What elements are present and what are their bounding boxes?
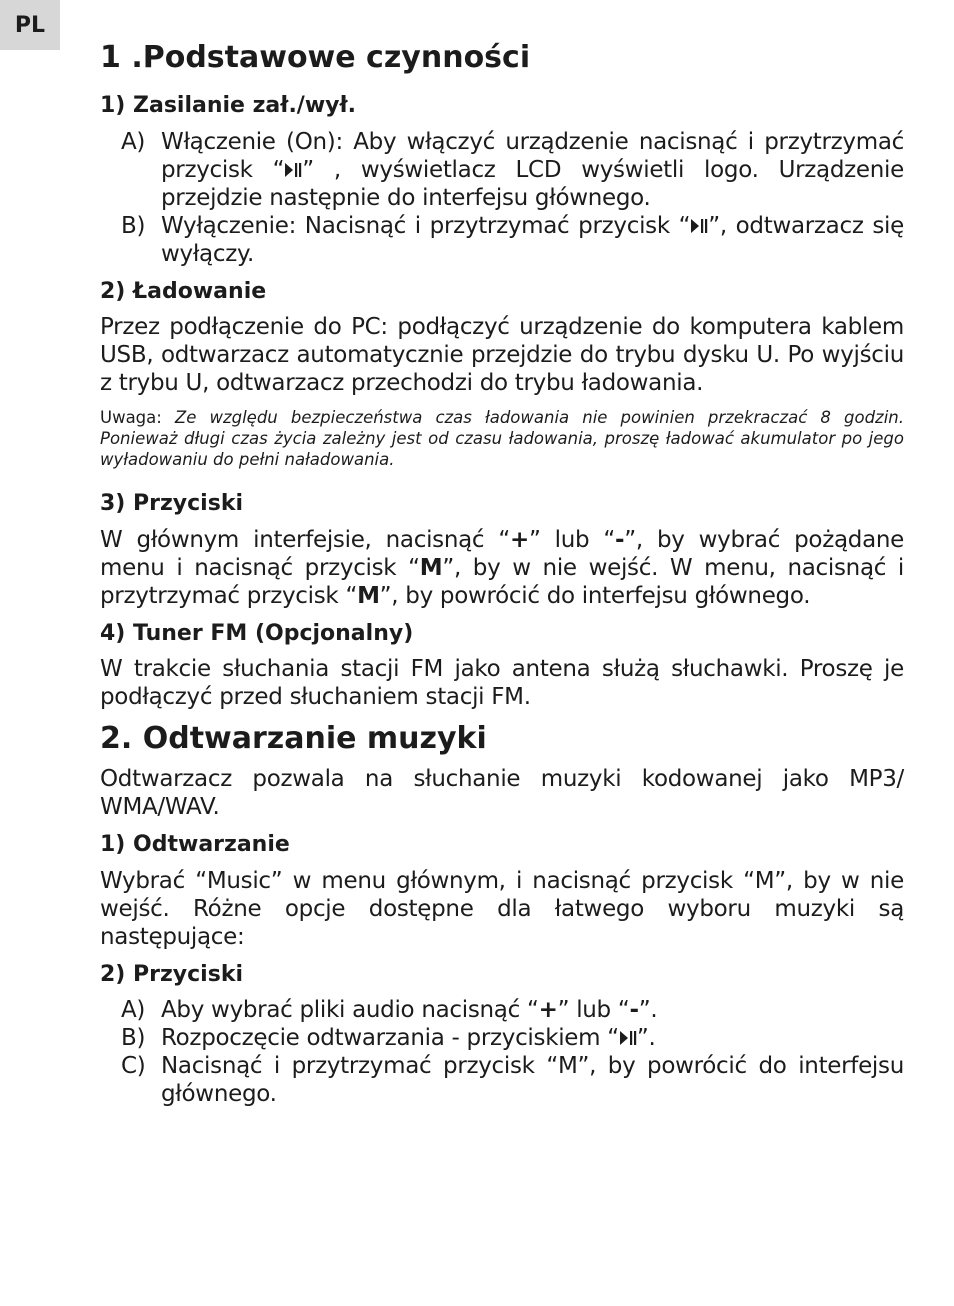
music-intro: Odtwarzacz pozwala na słuchanie muzyki kodowanej jako MP3/ WMA/WAV.	[100, 766, 904, 820]
text-fragment: Aby wybrać pliki audio nacisnąć “	[161, 997, 539, 1023]
list-marker: A)	[121, 128, 146, 155]
text-fragment: ”.	[638, 997, 658, 1023]
section-2-title: 2. Odtwarzanie muzyki	[100, 721, 487, 756]
text-fragment: Wyłączenie: Nacisnąć i przytrzymać przycisk “	[161, 212, 691, 239]
text-fragment: ”, by powrócić do interfejsu głównego.	[379, 582, 811, 609]
minus-key: -	[615, 526, 625, 553]
text-fragment: ” , wyświetlacz LCD wyświetli logo. Urządzenie przejdzie następnie do interfejsu głównego.	[161, 156, 904, 211]
text-fragment: ” lub “	[557, 997, 630, 1023]
language-tab: PL	[0, 0, 60, 50]
fm-heading: 4) Tuner FM (Opcjonalny)	[100, 620, 414, 646]
charging-heading: 2) Ładowanie	[100, 278, 267, 304]
list-item	[100, 212, 904, 268]
text-fragment: ” lub “	[528, 526, 615, 553]
plus-key: +	[509, 526, 529, 553]
music-buttons-list	[100, 996, 904, 1108]
text-fragment: W głównym interfejsie, nacisnąć “	[100, 526, 510, 553]
page-content	[100, 40, 904, 1118]
section-1-title: 1 .Podstawowe czynności	[100, 40, 531, 75]
note-text: Ze względu bezpieczeństwa czas ładowania nie powinien przekraczać 8 godzin. Ponieważ długi czas życia zależny jest od czasu ładowania, proszę ładować akumulator po jego wyładowaniu do pełni naładowania.	[100, 408, 904, 469]
list-text	[161, 128, 904, 212]
play-heading: 1) Odtwarzanie	[100, 832, 290, 857]
text-fragment: Rozpoczęcie odtwarzania - przyciskiem “	[161, 1025, 619, 1051]
play-pause-icon	[690, 217, 708, 235]
buttons-heading: 3) Przyciski	[100, 491, 243, 516]
fm-paragraph: W trakcie słuchania stacji FM jako antena służą słuchawki. Proszę je podłączyć przed słuchaniem stacji FM.	[100, 656, 904, 710]
power-heading: 1) Zasilanie zał./wył.	[100, 93, 357, 118]
text-fragment: ”, by wybrać pożądane menu i nacisnąć przycisk “	[100, 526, 904, 581]
text-fragment: Włączenie (On): Aby włączyć urządzenie nacisnąć i przytrzymać przycisk “	[161, 128, 904, 183]
list-marker: A)	[121, 997, 146, 1023]
note-label: Uwaga:	[100, 408, 162, 427]
list-text	[161, 1024, 904, 1052]
text-fragment: ”, odtwarzacz się wyłączy.	[161, 212, 904, 267]
plus-key: +	[538, 997, 558, 1023]
play-paragraph: Wybrać “Music” w menu głównym, i nacisnąć przycisk “M”, by w nie wejść. Różne opcje dostępne dla łatwego wyboru muzyki są następujące:	[100, 867, 904, 950]
list-marker: B)	[121, 1025, 146, 1051]
buttons-paragraph	[100, 526, 904, 610]
list-item	[100, 996, 904, 1024]
list-text	[161, 212, 904, 268]
charging-paragraph: Przez podłączenie do PC: podłączyć urządzenie do komputera kablem USB, odtwarzacz automatycznie przejdzie do trybu dysku U. Po wyjściu z trybu U, odtwarzacz przechodzi do trybu ładowania.	[100, 314, 904, 396]
m-key: M	[357, 582, 380, 609]
text-fragment: ”.	[636, 1025, 656, 1051]
minus-key: -	[629, 997, 639, 1023]
list-text	[161, 996, 904, 1024]
list-marker: B)	[121, 212, 146, 239]
text-fragment: ”, by w nie wejść. W menu, nacisnąć i przytrzymać przycisk “	[100, 554, 904, 609]
music-buttons-heading: 2) Przyciski	[100, 961, 243, 987]
list-text: Nacisnąć i przytrzymać przycisk “M”, by powrócić do interfejsu głównego.	[161, 1053, 904, 1107]
list-item	[100, 1024, 904, 1052]
m-key: M	[419, 554, 443, 581]
power-list	[100, 128, 904, 268]
charging-note	[100, 407, 904, 470]
play-pause-icon	[619, 1029, 637, 1047]
list-item	[100, 1052, 904, 1108]
list-item	[100, 128, 904, 212]
list-marker: C)	[121, 1053, 146, 1079]
play-pause-icon	[284, 161, 302, 179]
